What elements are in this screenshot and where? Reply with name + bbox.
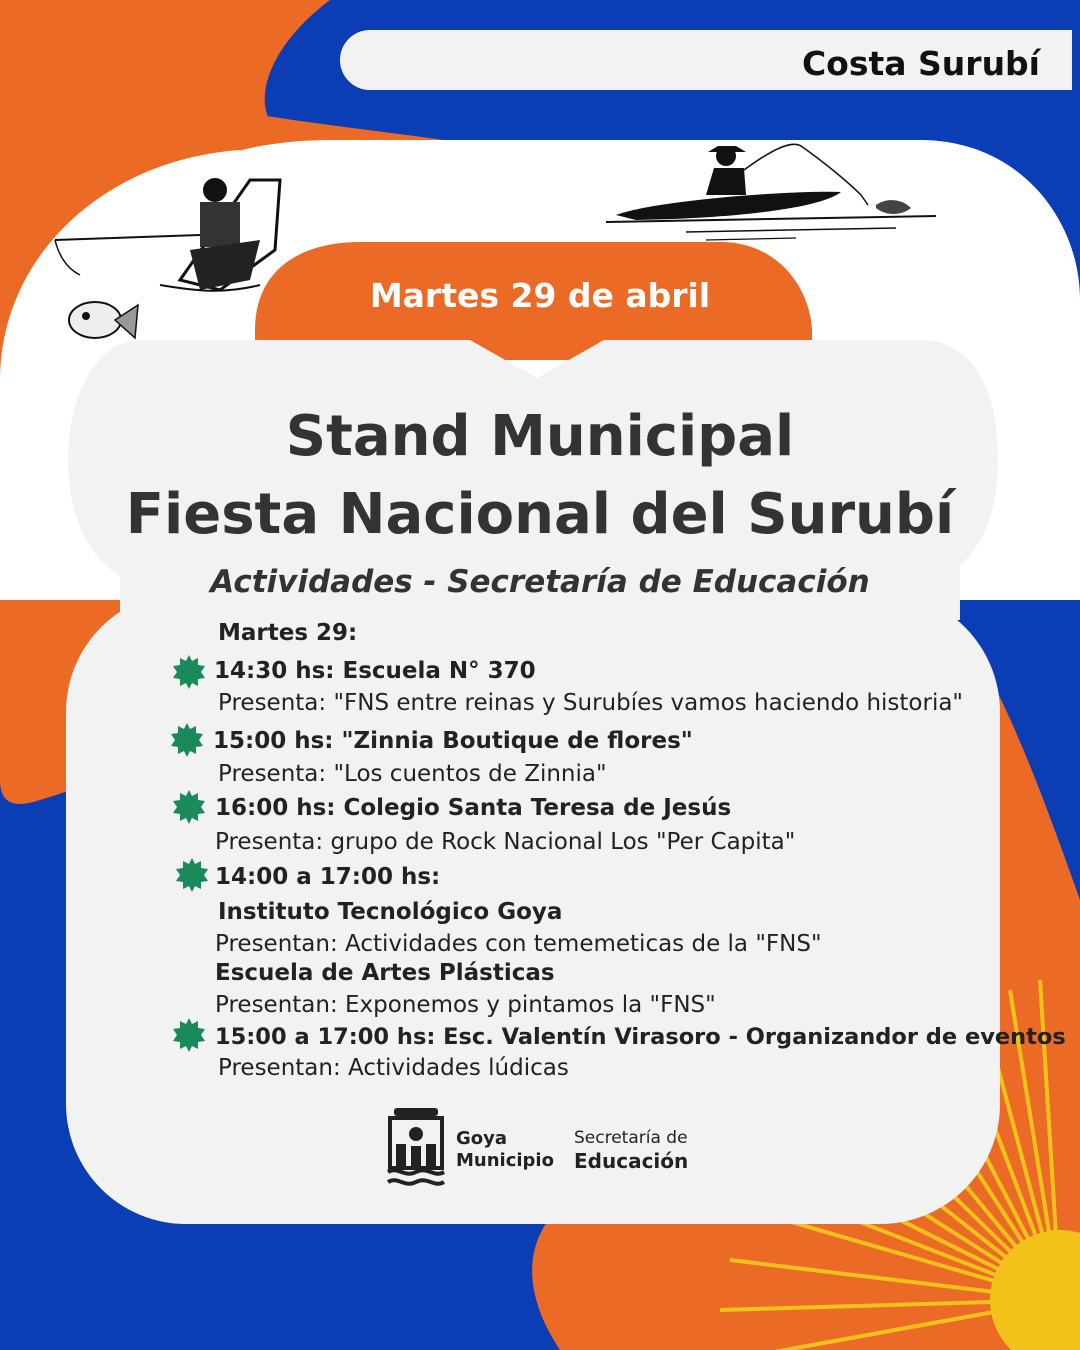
schedule-item-heading: 14:30 hs: Escuela N° 370 bbox=[214, 658, 536, 684]
schedule-day: Martes 29: bbox=[218, 620, 358, 646]
education-wordmark-line1: Secretaría de bbox=[574, 1128, 688, 1148]
badge-icon bbox=[172, 790, 206, 824]
goya-municipio-wordmark bbox=[456, 1128, 554, 1172]
schedule-item-detail: Presentan: Actividades lúdicas bbox=[218, 1055, 569, 1081]
page-subtitle: Actividades - Secretaría de Educación bbox=[210, 564, 870, 600]
page-title-line2: Fiesta Nacional del Surubí bbox=[125, 482, 955, 547]
schedule-item-heading: 16:00 hs: Colegio Santa Teresa de Jesús bbox=[215, 795, 732, 821]
schedule-subitem-name: Escuela de Artes Plásticas bbox=[215, 960, 555, 986]
page-title-line1: Stand Municipal bbox=[285, 404, 795, 469]
badge-icon bbox=[175, 858, 209, 892]
goya-municipio-logo bbox=[386, 1104, 446, 1190]
schedule-subitem-name: Instituto Tecnológico Goya bbox=[218, 899, 563, 925]
schedule-item-detail: Presenta: "Los cuentos de Zinnia" bbox=[218, 761, 607, 787]
badge-icon bbox=[172, 1018, 206, 1052]
goya-wordmark-line2: Municipio bbox=[456, 1150, 554, 1171]
schedule-item-heading: 15:00 a 17:00 hs: Esc. Valentín Virasoro - Organizandor de eventos bbox=[215, 1024, 1066, 1050]
education-wordmark-line2: Educación bbox=[574, 1149, 689, 1173]
goya-wordmark-line1: Goya bbox=[456, 1128, 508, 1149]
schedule-subitem-detail: Presentan: Exponemos y pintamos la "FNS" bbox=[215, 992, 716, 1018]
location-label: Costa Surubí bbox=[801, 44, 1040, 83]
schedule-item-heading: 14:00 a 17:00 hs: bbox=[215, 864, 441, 890]
badge-icon bbox=[172, 655, 206, 689]
fisherman-kayak-icon bbox=[596, 140, 946, 250]
schedule-item-detail: Presenta: "FNS entre reinas y Surubíes vamos haciendo historia" bbox=[218, 690, 964, 716]
fisherman-boat-icon bbox=[50, 160, 290, 360]
schedule-item-heading: 15:00 hs: "Zinnia Boutique de flores" bbox=[213, 728, 693, 754]
badge-icon bbox=[170, 723, 204, 757]
date-heading: Martes 29 de abril bbox=[369, 276, 711, 315]
schedule-item-detail: Presenta: grupo de Rock Nacional Los "Per Capita" bbox=[215, 829, 796, 855]
schedule-subitem-detail: Presentan: Actividades con tememeticas de la "FNS" bbox=[215, 931, 822, 957]
